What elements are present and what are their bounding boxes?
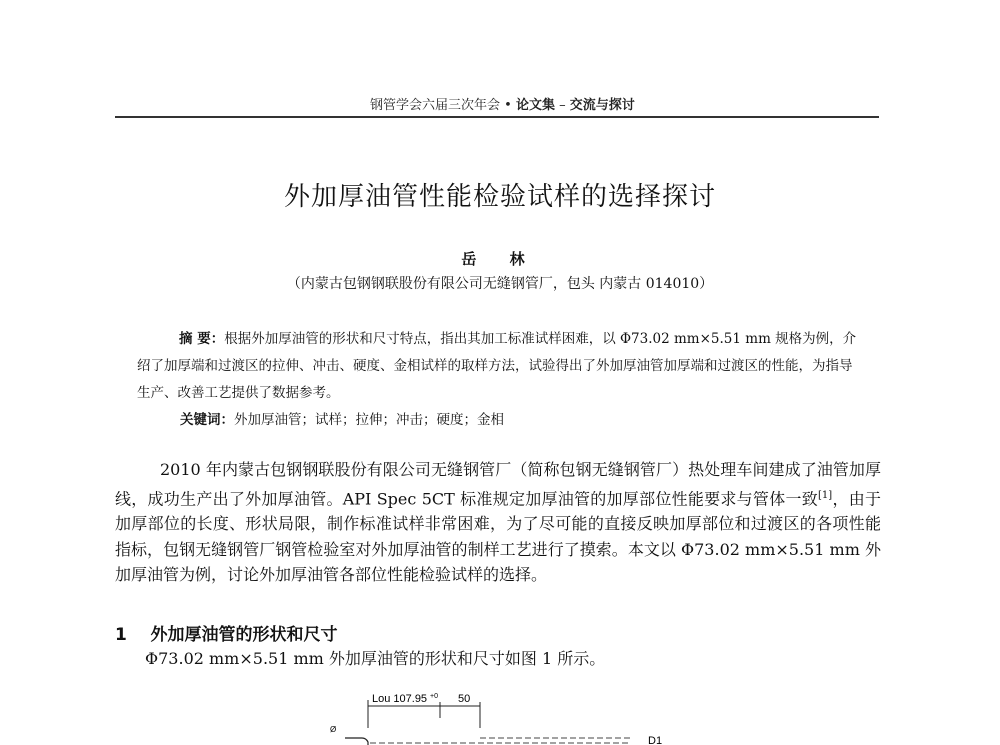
- section-1-text: Φ73.02 mm×5.51 mm 外加厚油管的形状和尺寸如图 1 所示。: [145, 649, 606, 668]
- running-header: [370, 94, 850, 113]
- abstract-label: 摘 要：: [179, 331, 225, 347]
- side-label: Ø: [330, 725, 337, 734]
- section-1-heading: [115, 620, 338, 645]
- section-title: 外加厚油管的形状和尺寸: [150, 625, 338, 645]
- header-dash: –: [559, 98, 566, 113]
- intro-paragraph: [115, 457, 881, 588]
- keywords: [180, 408, 860, 428]
- paper-title: 外加厚油管性能检验试样的选择探讨: [283, 182, 716, 212]
- pipe-outline: [345, 738, 368, 745]
- section-number: 1: [115, 625, 127, 645]
- figure-1-drawing: [300, 688, 720, 745]
- dim-tolerance: +0: [430, 693, 438, 700]
- abstract-text: 根据外加厚油管的形状和尺寸特点，指出其加工标准试样困难，以 Φ73.02 mm×5.51 mm 规格为例，介绍了加厚端和过渡区的拉伸、冲击、硬度、金相试样的取样方法，试验得出了外加厚油管加厚端和过渡区的性能，为指导生产、改善工艺提供了数据参考。: [137, 331, 857, 401]
- header-bullet: •: [504, 98, 512, 113]
- right-label: D1: [648, 735, 663, 745]
- keywords-label: 关键词：: [180, 412, 234, 428]
- column-name: 交流与探讨: [569, 98, 635, 113]
- header-rule: [115, 116, 879, 118]
- citation-1[interactable]: [1]: [818, 489, 833, 501]
- dim-label-2: 50: [458, 693, 471, 705]
- journal-name: 钢管学会六届三次年会: [370, 98, 501, 113]
- author-affiliation: （内蒙古包钢钢联股份有限公司无缝钢管厂，包头 内蒙古 014010）: [286, 276, 714, 292]
- keywords-text: 外加厚油管；试样；拉伸；冲击；硬度；金相: [234, 412, 504, 428]
- intro-text-1: 2010 年内蒙古包钢钢联股份有限公司无缝钢管厂（简称包钢无缝钢管厂）热处理车间建成了油管加厚线，成功生产出了外加厚油管。API Spec 5CT 标准规定加厚油管的加厚部位性能要求与管体一致: [115, 460, 881, 508]
- intro-text-2: ，由于加厚部位的长度、形状局限，制作标准试样非常困难，为了尽可能的直接反映加厚部位和过渡区的各项性能指标，包钢无缝钢管厂钢管检验室对外加厚油管的制样工艺进行了摸索。本文以 Φ73.02 mm×5.51 mm 外加厚油管为例，讨论外加厚油管各部位性能检验试样的选择。: [115, 488, 881, 585]
- collection-name: 论文集: [515, 98, 555, 113]
- author-name: 岳 林: [461, 250, 539, 268]
- abstract: [137, 326, 857, 407]
- dim-label: Lou 107.95: [372, 693, 428, 705]
